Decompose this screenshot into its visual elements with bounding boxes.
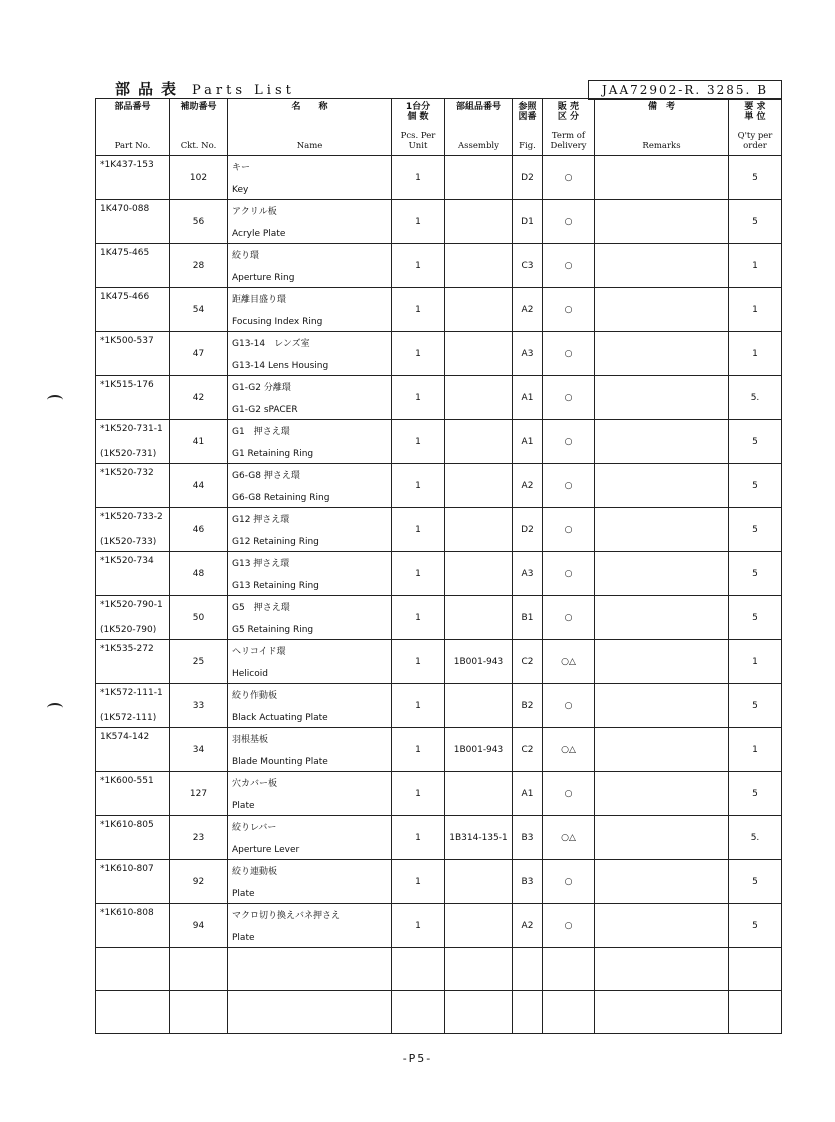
pcs-per-unit-cell: 1 <box>392 244 445 288</box>
empty-cell <box>543 948 595 991</box>
part-number: *1K437-153 <box>100 160 154 170</box>
name-english: Focusing Index Ring <box>232 317 323 327</box>
empty-cell <box>595 991 729 1034</box>
term-of-delivery-cell: ○ <box>543 596 595 640</box>
name-cell <box>228 332 392 376</box>
fig-cell: A1 <box>513 772 543 816</box>
part-no-cell <box>96 288 170 332</box>
pcs-per-unit-cell: 1 <box>392 420 445 464</box>
part-no-cell <box>96 376 170 420</box>
column-header-qty-per-order <box>729 99 782 156</box>
column-header-fig <box>513 99 543 156</box>
remarks-cell <box>595 200 729 244</box>
remarks-cell <box>595 376 729 420</box>
pcs-per-unit-cell: 1 <box>392 816 445 860</box>
qty-per-order-cell: 5. <box>729 376 782 420</box>
name-english: Plate <box>232 801 255 811</box>
part-number-alt: (1K520-731) <box>100 449 157 459</box>
empty-cell <box>543 991 595 1034</box>
name-cell <box>228 904 392 948</box>
term-of-delivery-cell: ○ <box>543 244 595 288</box>
name-japanese: アクリル板 <box>232 207 277 217</box>
part-number-alt: (1K520-790) <box>100 625 157 635</box>
assembly-cell: 1B001-943 <box>445 640 513 684</box>
name-english: G1 Retaining Ring <box>232 449 314 459</box>
remarks-cell <box>595 596 729 640</box>
name-english: G5 Retaining Ring <box>232 625 314 635</box>
part-no-cell <box>96 684 170 728</box>
part-number: *1K610-808 <box>100 908 154 918</box>
title-japanese: 部品表 <box>115 80 185 98</box>
remarks-cell <box>595 508 729 552</box>
fig-cell: C2 <box>513 728 543 772</box>
table-row <box>96 420 782 464</box>
fig-cell: B3 <box>513 816 543 860</box>
column-header-en: Pcs. Per Unit <box>400 131 436 151</box>
term-of-delivery-cell: ○ <box>543 508 595 552</box>
name-japanese: G1-G2 分離環 <box>232 383 291 393</box>
pcs-per-unit-cell: 1 <box>392 332 445 376</box>
ckt-no-cell: 94 <box>170 904 228 948</box>
part-no-cell <box>96 640 170 684</box>
column-header-pcs-per-unit <box>392 99 445 156</box>
column-header-ckt-no <box>170 99 228 156</box>
name-cell <box>228 420 392 464</box>
name-english: Black Actuating Plate <box>232 713 328 723</box>
remarks-cell <box>595 860 729 904</box>
column-header-name <box>228 99 392 156</box>
name-japanese: G12 押さえ環 <box>232 515 290 525</box>
qty-per-order-cell: 1 <box>729 244 782 288</box>
term-of-delivery-cell: ○△ <box>543 728 595 772</box>
ckt-no-cell: 34 <box>170 728 228 772</box>
empty-cell <box>170 991 228 1034</box>
empty-cell <box>513 991 543 1034</box>
name-japanese: 絞り連動板 <box>232 867 278 877</box>
fig-cell: D2 <box>513 508 543 552</box>
pcs-per-unit-cell: 1 <box>392 640 445 684</box>
fig-cell: A2 <box>513 904 543 948</box>
qty-per-order-cell: 1 <box>729 288 782 332</box>
assembly-cell: 1B001-943 <box>445 728 513 772</box>
remarks-cell <box>595 288 729 332</box>
column-header-en: Fig. <box>519 141 536 151</box>
name-cell <box>228 156 392 200</box>
ckt-no-cell: 56 <box>170 200 228 244</box>
ckt-no-cell: 25 <box>170 640 228 684</box>
fig-cell: B2 <box>513 684 543 728</box>
pcs-per-unit-cell: 1 <box>392 552 445 596</box>
name-japanese: G1 押さえ環 <box>232 427 290 437</box>
term-of-delivery-cell: ○ <box>543 156 595 200</box>
name-english: Aperture Lever <box>232 845 300 855</box>
part-no-cell <box>96 508 170 552</box>
column-header-ja: 1台分 個 数 <box>405 102 431 122</box>
ckt-no-cell: 102 <box>170 156 228 200</box>
table-row <box>96 904 782 948</box>
table-row <box>96 332 782 376</box>
qty-per-order-cell: 1 <box>729 728 782 772</box>
ckt-no-cell: 47 <box>170 332 228 376</box>
name-english: Aperture Ring <box>232 273 295 283</box>
name-cell <box>228 288 392 332</box>
empty-cell <box>170 948 228 991</box>
remarks-cell <box>595 464 729 508</box>
column-header-ja: 参照 図番 <box>518 102 537 122</box>
table-row <box>96 288 782 332</box>
name-cell <box>228 244 392 288</box>
name-english: G1-G2 sPACER <box>232 405 298 415</box>
part-number: *1K520-732 <box>100 468 154 478</box>
assembly-cell <box>445 552 513 596</box>
fig-cell: A2 <box>513 288 543 332</box>
parts-table <box>95 98 782 1034</box>
term-of-delivery-cell: ○ <box>543 904 595 948</box>
ckt-no-cell: 54 <box>170 288 228 332</box>
empty-cell <box>228 991 392 1034</box>
page-number: -P5- <box>402 1052 433 1065</box>
name-english: Blade Mounting Plate <box>232 757 328 767</box>
document-reference-box: JAA72902-R. 3285. B <box>588 80 782 100</box>
term-of-delivery-cell: ○ <box>543 772 595 816</box>
remarks-cell <box>595 332 729 376</box>
part-number: *1K610-805 <box>100 820 154 830</box>
qty-per-order-cell: 5 <box>729 684 782 728</box>
part-number: *1K610-807 <box>100 864 154 874</box>
assembly-cell: 1B314-135-1 <box>445 816 513 860</box>
fig-cell: C3 <box>513 244 543 288</box>
term-of-delivery-cell: ○ <box>543 464 595 508</box>
qty-per-order-cell: 5 <box>729 596 782 640</box>
table-row <box>96 684 782 728</box>
column-header-en: Term of Delivery <box>550 131 587 151</box>
column-header-en: Remarks <box>642 141 681 151</box>
ckt-no-cell: 42 <box>170 376 228 420</box>
part-no-cell <box>96 332 170 376</box>
assembly-cell <box>445 420 513 464</box>
remarks-cell <box>595 772 729 816</box>
empty-cell <box>392 948 445 991</box>
blank-row <box>96 991 782 1034</box>
qty-per-order-cell: 5 <box>729 860 782 904</box>
part-no-cell <box>96 728 170 772</box>
ckt-no-cell: 44 <box>170 464 228 508</box>
remarks-cell <box>595 420 729 464</box>
qty-per-order-cell: 5 <box>729 420 782 464</box>
part-no-cell <box>96 420 170 464</box>
part-no-cell <box>96 816 170 860</box>
part-no-cell <box>96 244 170 288</box>
column-header-ja: 部組品番号 <box>455 102 501 112</box>
name-cell <box>228 376 392 420</box>
part-no-cell <box>96 464 170 508</box>
table-row <box>96 728 782 772</box>
pcs-per-unit-cell: 1 <box>392 508 445 552</box>
name-english: Plate <box>232 889 255 899</box>
pcs-per-unit-cell: 1 <box>392 596 445 640</box>
part-no-cell <box>96 552 170 596</box>
term-of-delivery-cell: ○ <box>543 552 595 596</box>
name-japanese: 絞りレバー <box>232 823 277 833</box>
name-english: G13 Retaining Ring <box>232 581 319 591</box>
ckt-no-cell: 46 <box>170 508 228 552</box>
title-english: Parts List <box>192 83 295 98</box>
part-no-cell <box>96 156 170 200</box>
term-of-delivery-cell: ○ <box>543 332 595 376</box>
remarks-cell <box>595 816 729 860</box>
name-cell <box>228 816 392 860</box>
term-of-delivery-cell: ○ <box>543 860 595 904</box>
table-row <box>96 200 782 244</box>
punch-hole-mark <box>47 395 63 405</box>
part-number: *1K600-551 <box>100 776 154 786</box>
term-of-delivery-cell: ○△ <box>543 816 595 860</box>
empty-cell <box>228 948 392 991</box>
column-header-ja: 部品番号 <box>114 102 151 112</box>
name-japanese: 絞り環 <box>232 251 260 261</box>
pcs-per-unit-cell: 1 <box>392 684 445 728</box>
table-row <box>96 464 782 508</box>
name-japanese: G5 押さえ環 <box>232 603 290 613</box>
ckt-no-cell: 41 <box>170 420 228 464</box>
fig-cell: D1 <box>513 200 543 244</box>
name-english: G12 Retaining Ring <box>232 537 319 547</box>
qty-per-order-cell: 5 <box>729 904 782 948</box>
table-row <box>96 816 782 860</box>
name-english: Helicoid <box>232 669 268 679</box>
name-japanese: 距離目盛り環 <box>232 295 287 305</box>
assembly-cell <box>445 772 513 816</box>
column-header-ja: 備 考 <box>647 102 675 112</box>
fig-cell: A1 <box>513 376 543 420</box>
assembly-cell <box>445 332 513 376</box>
name-english: Key <box>232 185 249 195</box>
column-header-en: Name <box>296 141 323 151</box>
part-number: *1K520-731-1 <box>100 424 163 434</box>
part-no-cell <box>96 904 170 948</box>
remarks-cell <box>595 640 729 684</box>
remarks-cell <box>595 552 729 596</box>
fig-cell: A3 <box>513 332 543 376</box>
name-japanese: 穴カバー板 <box>232 779 278 789</box>
empty-cell <box>392 991 445 1034</box>
assembly-cell <box>445 860 513 904</box>
column-header-assembly <box>445 99 513 156</box>
pcs-per-unit-cell: 1 <box>392 376 445 420</box>
table-row <box>96 596 782 640</box>
term-of-delivery-cell: ○ <box>543 684 595 728</box>
assembly-cell <box>445 508 513 552</box>
fig-cell: A2 <box>513 464 543 508</box>
qty-per-order-cell: 1 <box>729 640 782 684</box>
term-of-delivery-cell: ○ <box>543 420 595 464</box>
part-number: *1K500-537 <box>100 336 154 346</box>
pcs-per-unit-cell: 1 <box>392 156 445 200</box>
remarks-cell <box>595 244 729 288</box>
fig-cell: C2 <box>513 640 543 684</box>
part-no-cell <box>96 596 170 640</box>
part-number: *1K515-176 <box>100 380 154 390</box>
remarks-cell <box>595 904 729 948</box>
qty-per-order-cell: 5 <box>729 464 782 508</box>
ckt-no-cell: 23 <box>170 816 228 860</box>
assembly-cell <box>445 288 513 332</box>
part-no-cell <box>96 860 170 904</box>
ckt-no-cell: 50 <box>170 596 228 640</box>
column-header-ja: 販 売 区 分 <box>557 102 580 122</box>
part-no-cell <box>96 200 170 244</box>
empty-cell <box>513 948 543 991</box>
name-japanese: キー <box>232 163 251 173</box>
qty-per-order-cell: 5 <box>729 508 782 552</box>
column-header-term-of-delivery <box>543 99 595 156</box>
part-number: 1K470-088 <box>100 204 150 214</box>
fig-cell: B1 <box>513 596 543 640</box>
assembly-cell <box>445 596 513 640</box>
assembly-cell <box>445 244 513 288</box>
assembly-cell <box>445 200 513 244</box>
name-cell <box>228 552 392 596</box>
term-of-delivery-cell: ○ <box>543 288 595 332</box>
page-title <box>115 78 295 99</box>
name-japanese: G6-G8 押さえ環 <box>232 471 300 481</box>
name-japanese: G13-14 レンズ室 <box>232 339 310 349</box>
assembly-cell <box>445 376 513 420</box>
pcs-per-unit-cell: 1 <box>392 904 445 948</box>
table-row <box>96 244 782 288</box>
part-number: *1K520-734 <box>100 556 154 566</box>
qty-per-order-cell: 1 <box>729 332 782 376</box>
table-row <box>96 772 782 816</box>
part-number: 1K475-466 <box>100 292 150 302</box>
pcs-per-unit-cell: 1 <box>392 288 445 332</box>
name-cell <box>228 596 392 640</box>
name-cell <box>228 640 392 684</box>
qty-per-order-cell: 5 <box>729 156 782 200</box>
empty-cell <box>445 948 513 991</box>
empty-cell <box>729 948 782 991</box>
empty-cell <box>445 991 513 1034</box>
ckt-no-cell: 92 <box>170 860 228 904</box>
name-cell <box>228 772 392 816</box>
name-english: G6-G8 Retaining Ring <box>232 493 330 503</box>
part-no-cell <box>96 772 170 816</box>
part-number: 1K475-465 <box>100 248 150 258</box>
name-japanese: 絞り作動板 <box>232 691 278 701</box>
table-row <box>96 376 782 420</box>
name-english: Acryle Plate <box>232 229 286 239</box>
name-cell <box>228 464 392 508</box>
term-of-delivery-cell: ○ <box>543 200 595 244</box>
name-english: Plate <box>232 933 255 943</box>
name-japanese: マクロ切り換えバネ押さえ <box>232 911 341 921</box>
part-number: *1K520-733-2 <box>100 512 163 522</box>
column-header-ja: 要 求 単 位 <box>744 102 766 122</box>
punch-hole-mark <box>47 703 63 713</box>
qty-per-order-cell: 5 <box>729 200 782 244</box>
qty-per-order-cell: 5 <box>729 772 782 816</box>
pcs-per-unit-cell: 1 <box>392 728 445 772</box>
column-header-en: Ckt. No. <box>180 141 217 151</box>
assembly-cell <box>445 684 513 728</box>
part-number: *1K535-272 <box>100 644 154 654</box>
term-of-delivery-cell: ○ <box>543 376 595 420</box>
table-row <box>96 156 782 200</box>
column-header-ja: 名 称 <box>291 102 328 112</box>
empty-cell <box>729 991 782 1034</box>
column-header-remarks <box>595 99 729 156</box>
qty-per-order-cell: 5. <box>729 816 782 860</box>
term-of-delivery-cell: ○△ <box>543 640 595 684</box>
fig-cell: D2 <box>513 156 543 200</box>
part-number: 1K574-142 <box>100 732 150 742</box>
column-header-en: Part No. <box>114 141 151 151</box>
empty-cell <box>96 991 170 1034</box>
empty-cell <box>595 948 729 991</box>
ckt-no-cell: 127 <box>170 772 228 816</box>
table-row <box>96 860 782 904</box>
name-cell <box>228 684 392 728</box>
table-row <box>96 640 782 684</box>
pcs-per-unit-cell: 1 <box>392 772 445 816</box>
column-header-en: Assembly <box>458 141 499 151</box>
ckt-no-cell: 33 <box>170 684 228 728</box>
assembly-cell <box>445 464 513 508</box>
name-cell <box>228 860 392 904</box>
table-header-row <box>96 99 782 156</box>
remarks-cell <box>595 156 729 200</box>
blank-row <box>96 948 782 991</box>
fig-cell: B3 <box>513 860 543 904</box>
name-japanese: 羽根基板 <box>232 735 269 745</box>
remarks-cell <box>595 728 729 772</box>
name-cell <box>228 508 392 552</box>
name-english: G13-14 Lens Housing <box>232 361 329 371</box>
name-japanese: G13 押さえ環 <box>232 559 290 569</box>
fig-cell: A3 <box>513 552 543 596</box>
remarks-cell <box>595 684 729 728</box>
table-row <box>96 508 782 552</box>
qty-per-order-cell: 5 <box>729 552 782 596</box>
part-number-alt: (1K572-111) <box>100 713 157 723</box>
ckt-no-cell: 48 <box>170 552 228 596</box>
part-number-alt: (1K520-733) <box>100 537 157 547</box>
column-header-part-no <box>96 99 170 156</box>
pcs-per-unit-cell: 1 <box>392 464 445 508</box>
empty-cell <box>96 948 170 991</box>
name-cell <box>228 200 392 244</box>
part-number: *1K572-111-1 <box>100 688 163 698</box>
table-row <box>96 552 782 596</box>
pcs-per-unit-cell: 1 <box>392 200 445 244</box>
column-header-ja: 補助番号 <box>180 102 217 112</box>
part-number: *1K520-790-1 <box>100 600 163 610</box>
name-cell <box>228 728 392 772</box>
ckt-no-cell: 28 <box>170 244 228 288</box>
assembly-cell <box>445 904 513 948</box>
fig-cell: A1 <box>513 420 543 464</box>
pcs-per-unit-cell: 1 <box>392 860 445 904</box>
column-header-en: Q'ty per order <box>737 131 773 151</box>
name-japanese: ヘリコイド環 <box>232 647 286 657</box>
assembly-cell <box>445 156 513 200</box>
